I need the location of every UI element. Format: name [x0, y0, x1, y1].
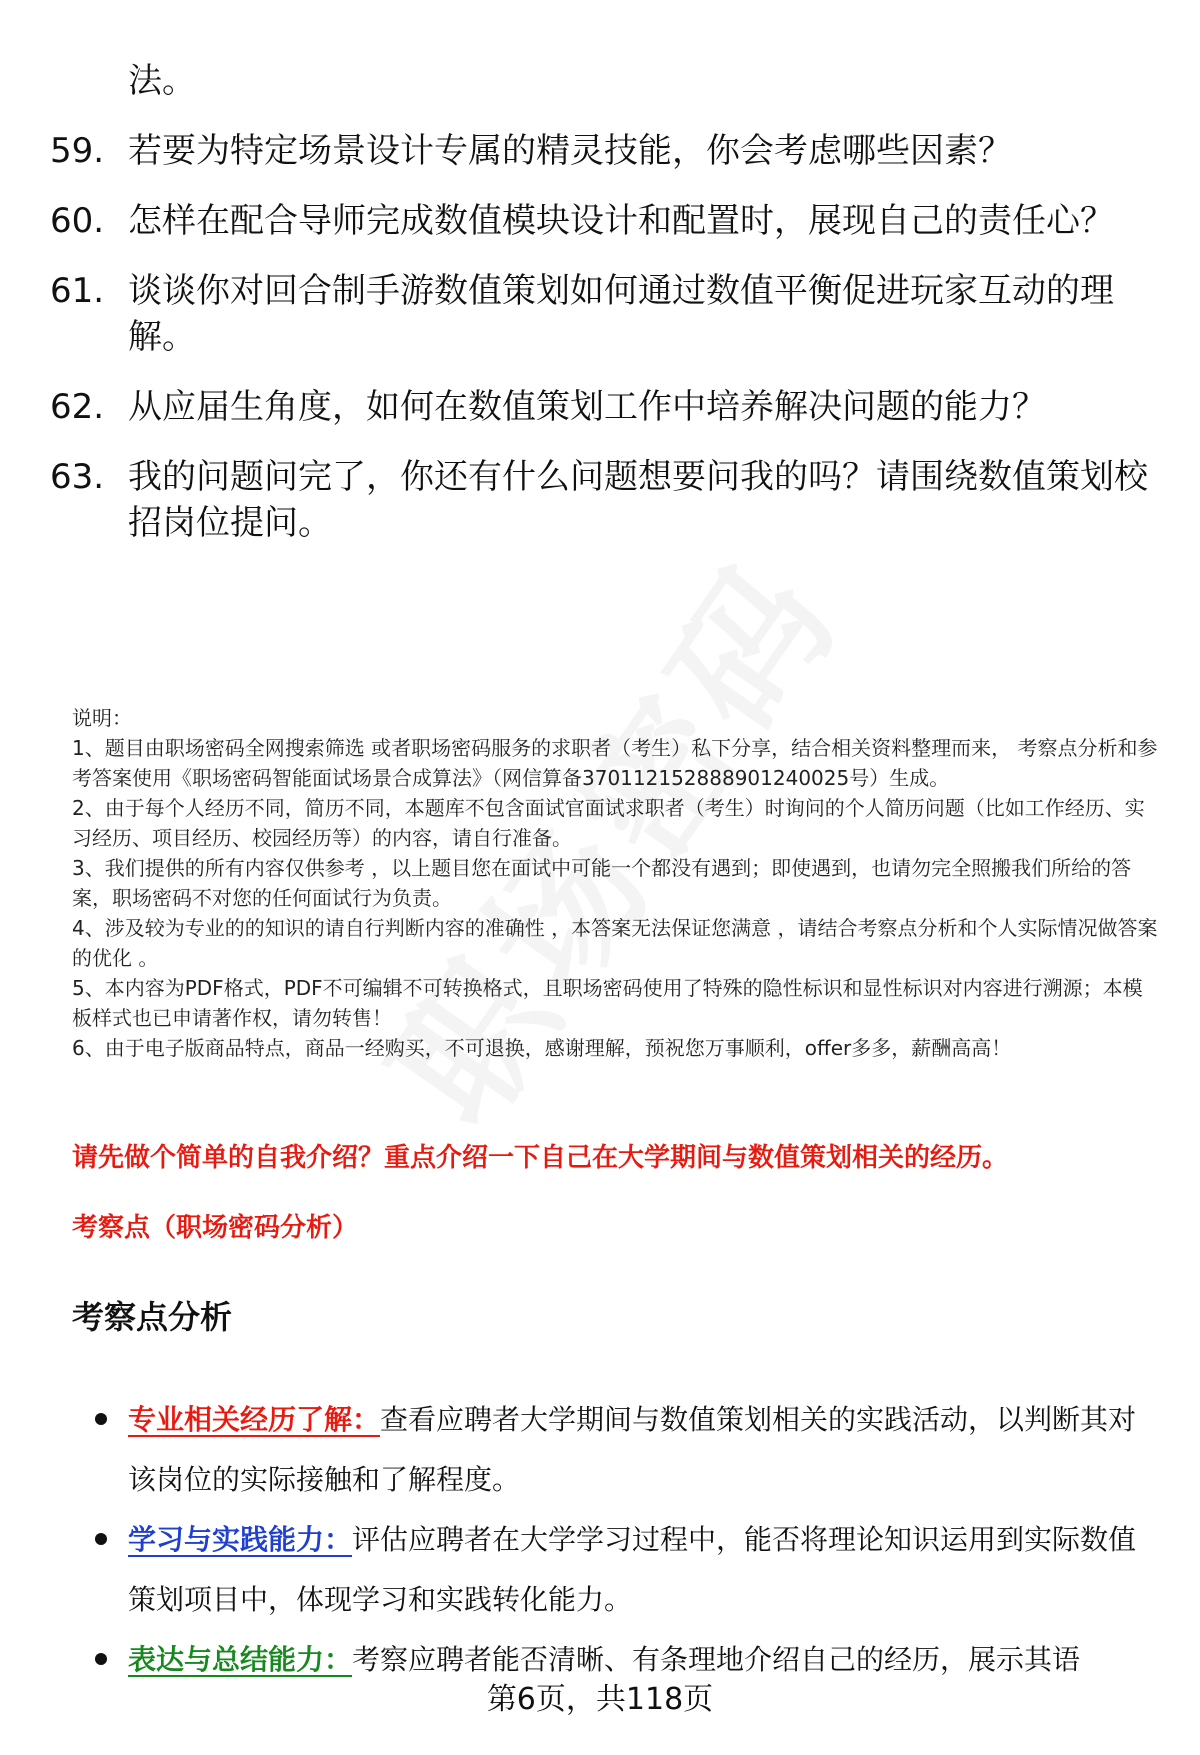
note-item: 4、涉及较为专业的的知识的请自行判断内容的准确性 ，本答案无法保证您满意 ，请结合考察点分析和个人实际情况做答案的优化 。: [72, 916, 1158, 970]
bullet-keyword: 专业相关经历了解：: [128, 1403, 381, 1436]
question-list: [50, 58, 1160, 570]
bullet-item: [95, 1390, 1145, 1510]
question-text: 若要为特定场景设计专属的精灵技能，你会考虑哪些因素？: [128, 131, 1012, 171]
analysis-title: 考察点分析: [72, 1298, 233, 1336]
question-number: 59.: [50, 131, 105, 171]
question-item: [50, 198, 1160, 244]
question-item: [50, 268, 1160, 360]
question-item: [50, 454, 1160, 546]
interview-question-heading: 请先做个简单的自我介绍？重点介绍一下自己在大学期间与数值策划相关的经历。: [72, 1143, 1009, 1173]
notes-section: [72, 703, 1162, 1063]
note-item: 6、由于电子版商品特点，商品一经购买，不可退换，感谢理解，预祝您万事顺利，offer多多，薪酬高高！: [72, 1036, 1012, 1060]
question-text: 谈谈你对回合制手游数值策划如何通过数值平衡促进玩家互动的理解。: [128, 271, 1114, 357]
question-number: 61.: [50, 271, 105, 311]
bullet-keyword: 学习与实践能力：: [128, 1523, 353, 1556]
bullet-text: 考察应聘者能否清晰、有条理地介绍自己的经历，展示其语: [352, 1643, 1081, 1676]
bullet-dot-icon: [95, 1653, 107, 1665]
question-number: 60.: [50, 201, 105, 241]
note-item: 3、我们提供的所有内容仅供参考 ，以上题目您在面试中可能一个都没有遇到；即使遇到，也请勿完全照搬我们所给的答案，职场密码不对您的任何面试行为负责。: [72, 856, 1132, 910]
note-item: 5、本内容为PDF格式，PDF不可编辑不可转换格式，且职场密码使用了特殊的隐性标识和显性标识对内容进行溯源；本模板样式也已申请著作权，请勿转售！: [72, 976, 1143, 1030]
question-text: 我的问题问完了，你还有什么问题想要问我的吗？请围绕数值策划校招岗位提问。: [128, 457, 1148, 543]
bullet-text: 查看应聘者大学期间与数值策划相关的实践活动，以判断其对该岗位的实际接触和了解程度。: [128, 1403, 1137, 1496]
question-item: [50, 384, 1160, 430]
bullet-text: 评估应聘者在大学学习过程中，能否将理论知识运用到实际数值策划项目中，体现学习和实践转化能力。: [128, 1523, 1137, 1616]
continued-text: 法。: [128, 61, 196, 101]
exam-point-heading: 考察点（职场密码分析）: [72, 1213, 359, 1243]
question-number: 62.: [50, 387, 105, 427]
note-item: 1、题目由职场密码全网搜索筛选 或者职场密码服务的求职者（考生）私下分享，结合相关资料整理而来， 考察点分析和参考答案使用《职场密码智能面试场景合成算法》（网信算备370112152888901240025号）生成。: [72, 736, 1158, 790]
notes-heading: 说明：: [72, 706, 132, 730]
bullet-dot-icon: [95, 1533, 107, 1545]
page-footer: 第6页，共118页: [486, 1682, 714, 1717]
question-text: 从应届生角度，如何在数值策划工作中培养解决问题的能力？: [128, 387, 1046, 427]
bullet-item: [95, 1510, 1145, 1630]
question-number: 63.: [50, 457, 105, 497]
note-item: 2、由于每个人经历不同，简历不同，本题库不包含面试官面试求职者（考生）时询问的个人简历问题（比如工作经历、实习经历、项目经历、校园经历等）的内容，请自行准备。: [72, 796, 1145, 850]
question-item: [50, 128, 1160, 174]
bullet-dot-icon: [95, 1413, 107, 1425]
question-text: 怎样在配合导师完成数值模块设计和配置时，展现自己的责任心？: [128, 201, 1114, 241]
analysis-bullet-list: [95, 1390, 1145, 1690]
bullet-keyword: 表达与总结能力：: [128, 1643, 353, 1676]
